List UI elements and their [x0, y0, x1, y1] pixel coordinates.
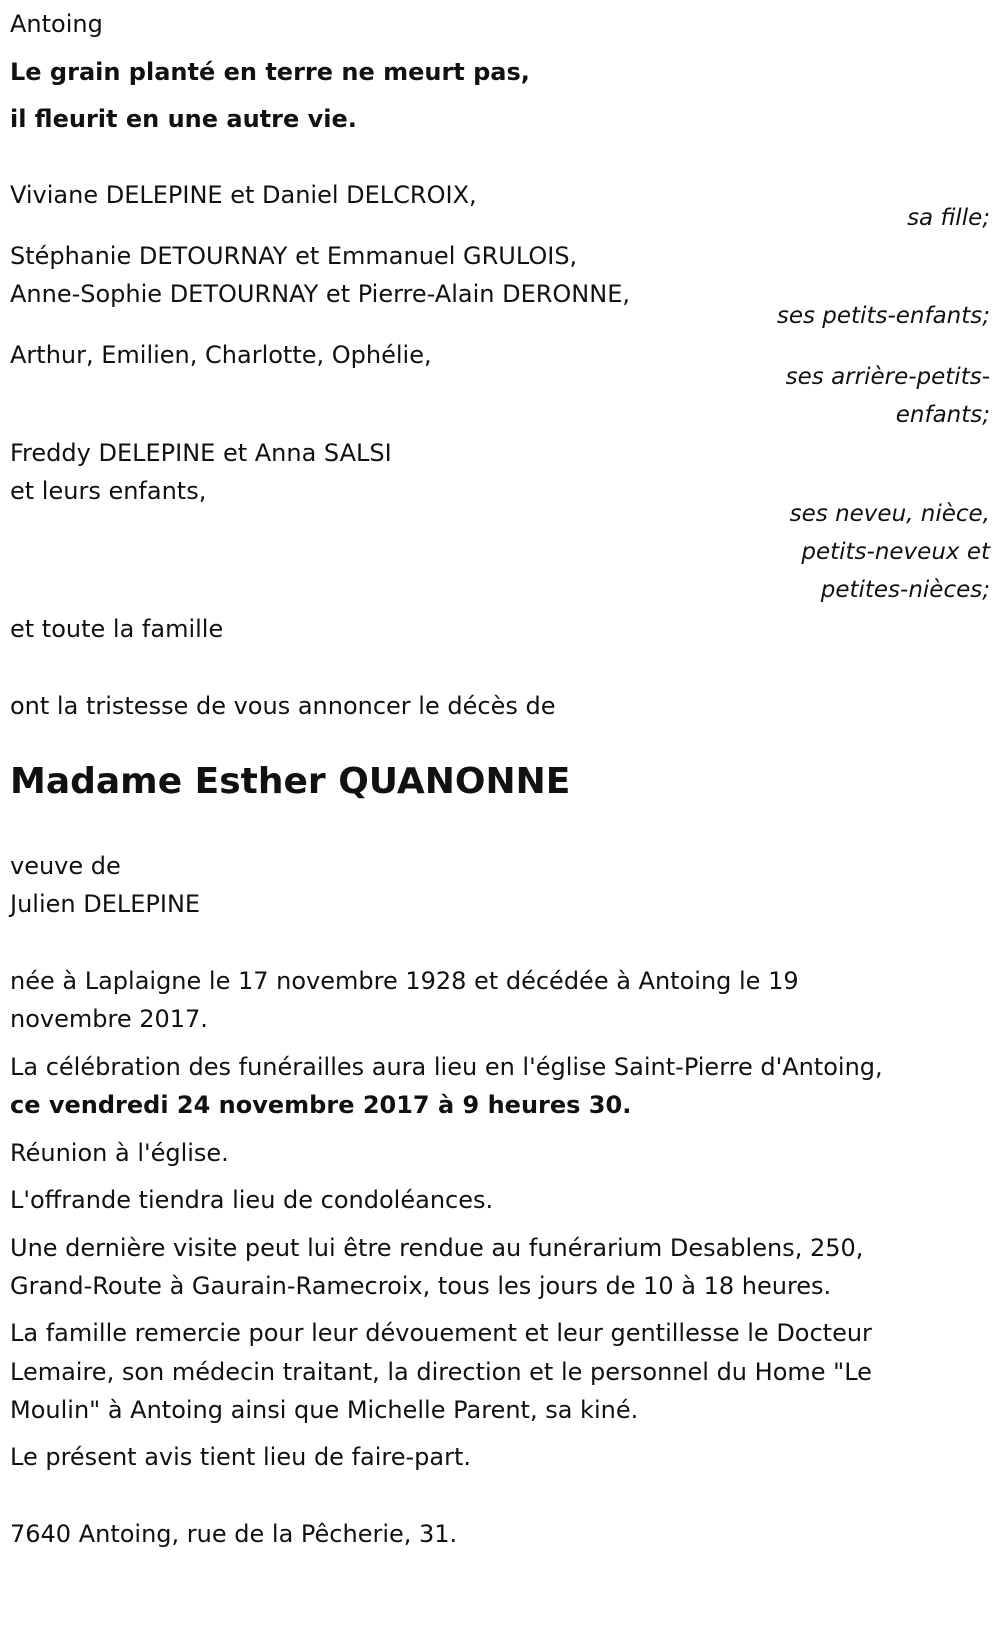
visit-line-1: Une dernière visite peut lui être rendue au funérarium Desablens, 250,	[10, 1234, 864, 1262]
greatgrandchildren-names: Arthur, Emilien, Charlotte, Ophélie,	[10, 341, 432, 369]
daughter-names: Viviane DELEPINE et Daniel DELCROIX,	[10, 181, 477, 209]
notice-line: Le présent avis tient lieu de faire-part.	[10, 1443, 472, 1471]
nephew-line-2: et leurs enfants,	[10, 477, 207, 505]
grandchildren-relation: ses petits-enfants;	[776, 303, 990, 329]
deceased-name: Madame Esther QUANONNE	[10, 761, 571, 802]
location-heading: Antoing	[10, 10, 103, 38]
announcement-intro: ont la tristesse de vous annoncer le décès de	[10, 692, 556, 720]
thanks-line-1: La famille remercie pour leur dévouement et leur gentillesse le Docteur	[10, 1319, 872, 1347]
birth-death-line-1: née à Laplaigne le 17 novembre 1928 et décédée à Antoing le 19	[10, 967, 799, 995]
widow-line-1: veuve de	[10, 852, 121, 880]
funeral-line-2: ce vendredi 24 novembre 2017 à 9 heures 30.	[10, 1091, 632, 1119]
quote-line-2: il fleurit en une autre vie.	[10, 105, 357, 133]
funeral-line-1: La célébration des funérailles aura lieu en l'église Saint-Pierre d'Antoing,	[10, 1053, 883, 1081]
nephew-relation-line-1: ses neveu, nièce,	[789, 501, 990, 527]
grandchildren-line-1: Stéphanie DETOURNAY et Emmanuel GRULOIS,	[10, 242, 578, 270]
daughter-relation: sa fille;	[907, 205, 990, 231]
nephew-relation-line-2: petits-neveux et	[801, 539, 990, 565]
greatgrandchildren-relation-line-2: enfants;	[895, 402, 990, 428]
meeting-note: Réunion à l'église.	[10, 1139, 229, 1167]
thanks-line-3: Moulin" à Antoing ainsi que Michelle Parent, sa kiné.	[10, 1396, 639, 1424]
visit-line-2: Grand-Route à Gaurain-Ramecroix, tous les jours de 10 à 18 heures.	[10, 1272, 832, 1300]
grandchildren-line-2: Anne-Sophie DETOURNAY et Pierre-Alain DERONNE,	[10, 280, 631, 308]
thanks-line-2: Lemaire, son médecin traitant, la direction et le personnel du Home "Le	[10, 1358, 872, 1386]
widow-line-2: Julien DELEPINE	[10, 890, 201, 918]
nephew-line-1: Freddy DELEPINE et Anna SALSI	[10, 439, 392, 467]
address-line: 7640 Antoing, rue de la Pêcherie, 31.	[10, 1520, 458, 1548]
whole-family: et toute la famille	[10, 615, 224, 643]
quote-line-1: Le grain planté en terre ne meurt pas,	[10, 58, 530, 86]
birth-death-line-2: novembre 2017.	[10, 1005, 208, 1033]
offering-note: L'offrande tiendra lieu de condoléances.	[10, 1186, 494, 1214]
nephew-relation-line-3: petites-nièces;	[820, 577, 990, 603]
greatgrandchildren-relation-line-1: ses arrière-petits-	[785, 364, 990, 390]
